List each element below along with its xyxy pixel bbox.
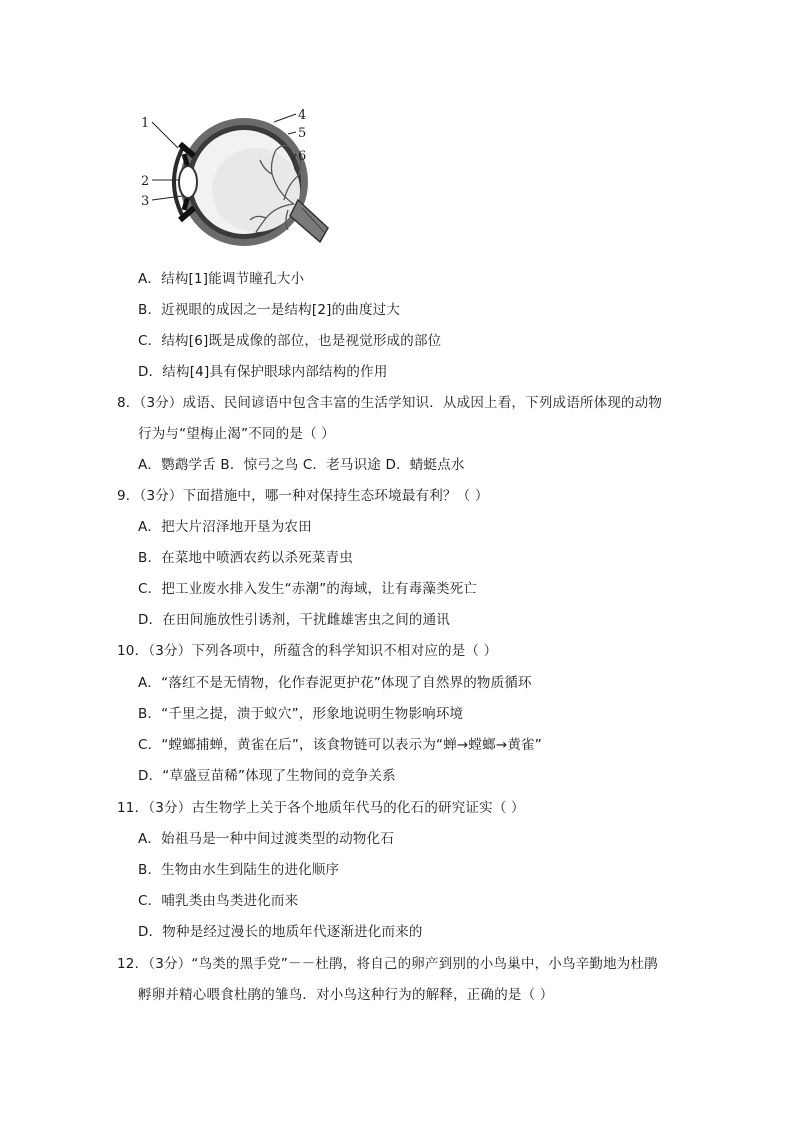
q7-option-b: B．近视眼的成因之一是结构[2]的曲度过大 [138,302,401,318]
q8-stem-line1: 8．（3分）成语、民间谚语中包含丰富的生活学知识．从成因上看，下列成语所体现的动物 [117,395,663,411]
q8-stem-line2: 行为与“望梅止渴”不同的是（ ） [138,426,335,442]
q7-option-a: A．结构[1]能调节瞳孔大小 [138,271,305,287]
figure-label-5: 5 [298,126,307,141]
q9-option-b: B．在菜地中喷洒农药以杀死菜青虫 [138,550,353,566]
q10-option-b: B．“千里之提，溃于蚁穴”，形象地说明生物影响环境 [138,706,464,722]
q10-option-a: A．“落红不是无情物，化作春泥更护花”体现了自然界的物质循环 [138,675,532,691]
figure-label-4: 4 [298,108,307,123]
q11-stem: 11．（3分）古生物学上关于各个地质年代马的化石的研究证实（ ） [117,800,525,816]
eye-structure-diagram [138,104,334,254]
q9-option-a: A．把大片沼泽地开垦为农田 [138,519,312,535]
q8-options: A．鹦鹉学舌 B．惊弓之鸟 C．老马识途 D．蜻蜓点水 [138,457,465,473]
figure-label-2: 2 [141,174,150,189]
q10-stem: 10．（3分）下列各项中，所蕴含的科学知识不相对应的是（ ） [117,643,498,659]
q7-option-d: D．结构[4]具有保护眼球内部结构的作用 [138,364,388,380]
figure-label-1: 1 [141,116,150,131]
q11-option-b: B．生物由水生到陆生的进化顺序 [138,862,340,878]
q11-option-d: D．物种是经过漫长的地质年代逐渐进化而来的 [138,924,423,940]
lens [179,166,197,198]
q11-option-c: C．哺乳类由鸟类进化而来 [138,893,299,909]
q9-stem: 9．（3分）下面措施中，哪一种对保持生态环境最有利？（ ） [117,488,489,504]
q12-stem-line1: 12．（3分）“鸟类的黑手党”－－杜鹃，将自己的卵产到别的小鸟巢中，小鸟辛勤地为杜鹃 [117,956,658,972]
q9-option-c: C．把工业废水排入发生“赤潮”的海域，让有毒藻类死亡 [138,581,478,597]
q7-option-c: C．结构[6]既是成像的部位，也是视觉形成的部位 [138,333,442,349]
optic-nerve [290,200,328,242]
figure-label-6: 6 [298,149,307,164]
figure-label-3: 3 [141,194,150,209]
q9-option-d: D．在田间施放性引诱剂，干扰雌雄害虫之间的通讯 [138,612,450,628]
q10-option-d: D．“草盛豆苗稀”体现了生物间的竞争关系 [138,768,396,784]
q11-option-a: A．始祖马是一种中间过渡类型的动物化石 [138,831,395,847]
q12-stem-line2: 孵卵并精心喂食杜鹃的雏鸟．对小鸟这种行为的解释，正确的是（ ） [138,987,554,1003]
q10-option-c: C．“螳螂捕蝉，黄雀在后”，该食物链可以表示为“蝉→螳螂→黄雀” [138,737,542,753]
